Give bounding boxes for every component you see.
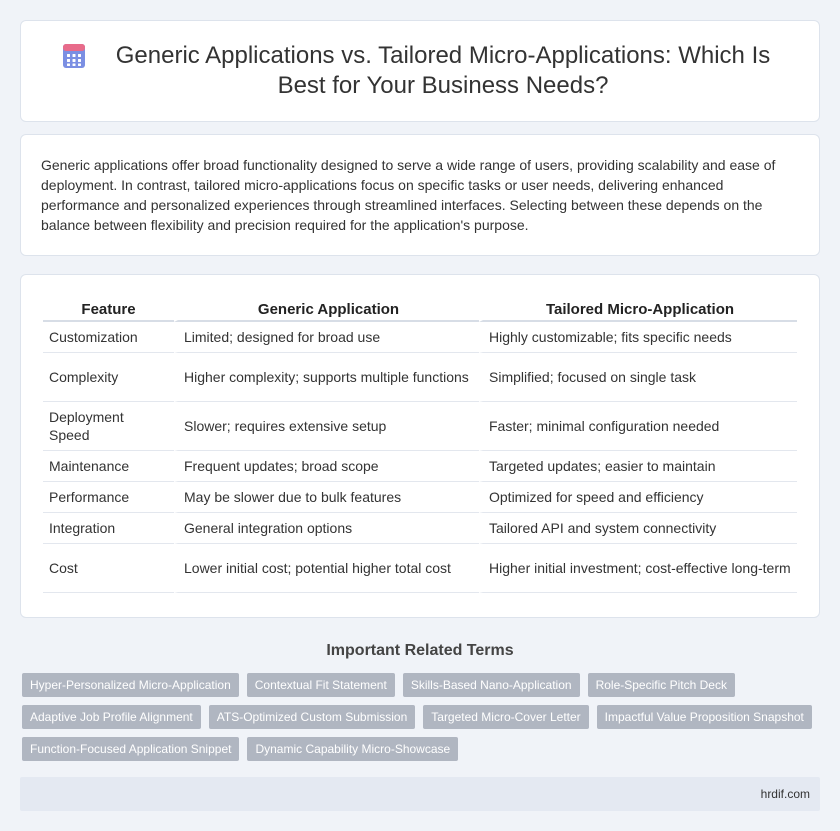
feature-cell: Cost	[43, 544, 174, 593]
generic-cell: Frequent updates; broad scope	[174, 451, 479, 482]
title-wrap	[61, 41, 779, 101]
feature-cell: Maintenance	[43, 451, 174, 482]
related-tag[interactable]: Dynamic Capability Micro-Showcase	[247, 737, 458, 761]
table-row	[43, 402, 797, 451]
tailored-cell: Tailored API and system connectivity	[479, 513, 797, 544]
title-card	[20, 20, 820, 122]
generic-cell: Limited; designed for broad use	[174, 322, 479, 353]
tailored-cell: Targeted updates; easier to maintain	[479, 451, 797, 482]
generic-cell: May be slower due to bulk features	[174, 482, 479, 513]
feature-cell: Customization	[43, 322, 174, 353]
table-row	[43, 451, 797, 482]
generic-cell: Lower initial cost; potential higher total cost	[174, 544, 479, 593]
related-tag[interactable]: Contextual Fit Statement	[247, 673, 395, 697]
generic-cell: Higher complexity; supports multiple functions	[174, 353, 479, 402]
related-tag[interactable]: Adaptive Job Profile Alignment	[22, 705, 201, 729]
intro-paragraph: Generic applications offer broad functionality designed to serve a wide range of users, providing scalability and ease of deployment. In contrast, tailored micro-applications focus on specific tasks or user needs, delivering enhanced performance and personalized experiences through streamlined interfaces. Selecting between these depends on the balance between flexibility and precision required for the application's purpose.	[41, 157, 776, 233]
related-tag[interactable]: Targeted Micro-Cover Letter	[423, 705, 588, 729]
footer-site-link[interactable]: hrdif.com	[760, 787, 810, 801]
generic-cell: Slower; requires extensive setup	[174, 402, 479, 451]
table-row	[43, 544, 797, 593]
generic-cell: General integration options	[174, 513, 479, 544]
related-tag[interactable]: ATS-Optimized Custom Submission	[209, 705, 416, 729]
feature-cell: Deployment Speed	[43, 402, 174, 451]
related-tags	[22, 673, 820, 769]
intro-card	[20, 134, 820, 256]
feature-cell: Integration	[43, 513, 174, 544]
tailored-cell: Higher initial investment; cost-effective long-term	[479, 544, 797, 593]
related-tag[interactable]: Impactful Value Proposition Snapshot	[597, 705, 812, 729]
tailored-cell: Optimized for speed and efficiency	[479, 482, 797, 513]
comparison-card	[20, 274, 820, 618]
header-feature: Feature	[43, 295, 174, 322]
header-tailored: Tailored Micro-Application	[479, 295, 797, 322]
related-terms-heading: Important Related Terms	[326, 642, 514, 659]
comparison-table	[43, 295, 797, 593]
header-generic: Generic Application	[174, 295, 479, 322]
footer	[20, 777, 820, 811]
related-tag[interactable]: Hyper-Personalized Micro-Application	[22, 673, 239, 697]
related-tag[interactable]: Role-Specific Pitch Deck	[588, 673, 735, 697]
feature-cell: Complexity	[43, 353, 174, 402]
table-row	[43, 353, 797, 402]
table-header-row	[43, 295, 797, 322]
page-title: Generic Applications vs. Tailored Micro-Applications: Which Is Best for Your Business Needs?	[115, 42, 771, 99]
related-tag[interactable]: Skills-Based Nano-Application	[403, 673, 580, 697]
table-row	[43, 513, 797, 544]
calculator-icon	[61, 43, 87, 69]
table-row	[43, 322, 797, 353]
table-row	[43, 482, 797, 513]
feature-cell: Performance	[43, 482, 174, 513]
tailored-cell: Highly customizable; fits specific needs	[479, 322, 797, 353]
tailored-cell: Faster; minimal configuration needed	[479, 402, 797, 451]
tailored-cell: Simplified; focused on single task	[479, 353, 797, 402]
related-tag[interactable]: Function-Focused Application Snippet	[22, 737, 239, 761]
